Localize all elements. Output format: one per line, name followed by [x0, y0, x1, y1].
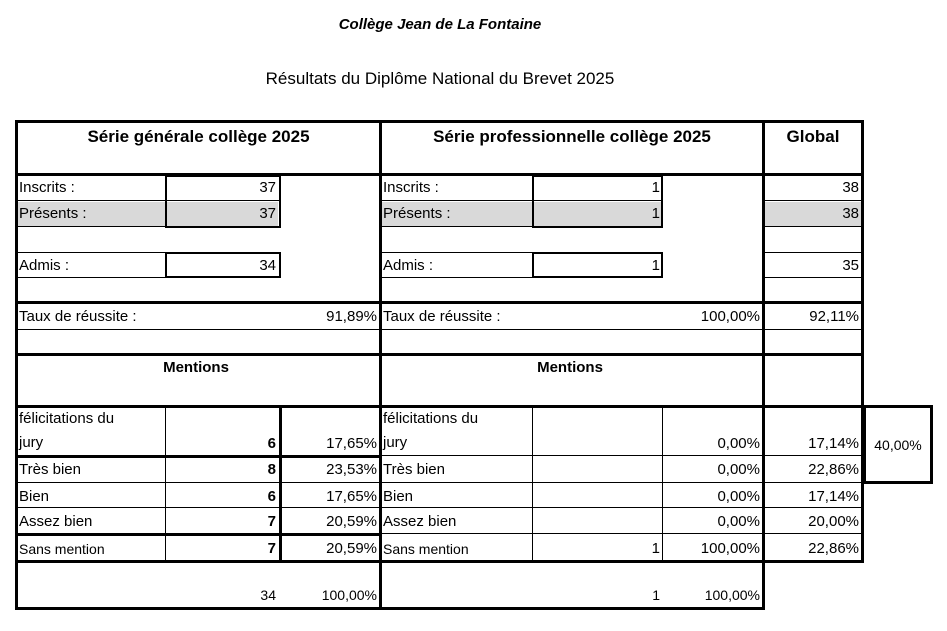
- header-generale: Série générale collège 2025: [87, 127, 310, 146]
- value-presents-global: 38: [842, 205, 859, 222]
- label-presents-pro: Présents :: [383, 205, 451, 222]
- count-fel-generale: 6: [267, 435, 276, 452]
- count-bien-generale: 6: [267, 488, 276, 505]
- pct-bien-global: 17,14%: [808, 488, 859, 505]
- pct-tresbien-generale: 23,53%: [326, 461, 377, 478]
- label-fel1-generale: félicitations du: [19, 410, 115, 427]
- label-taux-generale: Taux de réussite :: [19, 308, 137, 325]
- label-bien-pro: Bien: [383, 488, 414, 505]
- total-count-generale: 34: [260, 587, 276, 603]
- label-fel2-pro: jury: [383, 434, 408, 451]
- pct-sansmention-global: 22,86%: [808, 540, 859, 557]
- school-name: Collège Jean de La Fontaine: [338, 16, 542, 33]
- header-global: Global: [786, 127, 840, 146]
- pct-fel-pro: 0,00%: [717, 435, 760, 452]
- header-pro: Série professionnelle collège 2025: [433, 127, 711, 146]
- total-count-pro: 1: [652, 587, 660, 603]
- value-inscrits-global: 38: [842, 179, 859, 196]
- pct-tresbien-pro: 0,00%: [717, 461, 760, 478]
- pct-assezbien-pro: 0,00%: [717, 513, 760, 530]
- value-inscrits-pro: 1: [651, 179, 660, 196]
- count-sansmention-generale: 7: [267, 540, 276, 557]
- value-inscrits-generale: 37: [259, 179, 276, 196]
- document-title: Résultats du Diplôme National du Brevet 2025: [265, 69, 615, 88]
- total-pct-pro: 100,00%: [704, 587, 760, 603]
- count-tresbien-generale: 8: [267, 461, 276, 478]
- value-taux-global: 92,11%: [809, 308, 859, 325]
- value-taux-generale: 91,89%: [326, 308, 377, 325]
- label-inscrits-pro: Inscrits :: [383, 179, 439, 196]
- label-admis-pro: Admis :: [383, 257, 434, 274]
- label-tresbien-generale: Très bien: [19, 461, 81, 478]
- pct-bien-generale: 17,65%: [326, 488, 377, 505]
- label-bien-generale: Bien: [19, 488, 50, 505]
- value-admis-pro: 1: [651, 257, 660, 274]
- mentions-header-pro: Mentions: [537, 359, 603, 376]
- pct-assezbien-generale: 20,59%: [326, 513, 377, 530]
- label-taux-pro: Taux de réussite :: [383, 308, 501, 325]
- value-presents-generale: 37: [259, 205, 276, 222]
- label-admis-generale: Admis :: [19, 257, 70, 274]
- value-admis-global: 35: [842, 257, 859, 274]
- value-admis-generale: 34: [259, 257, 276, 274]
- total-pct-generale: 100,00%: [321, 587, 377, 603]
- label-sansmention-pro: Sans mention: [383, 541, 469, 557]
- count-assezbien-generale: 7: [267, 513, 276, 530]
- value-taux-pro: 100,00%: [700, 308, 760, 325]
- label-fel1-pro: félicitations du: [383, 410, 479, 427]
- mentions-header-generale: Mentions: [163, 359, 229, 376]
- count-sansmention-pro: 1: [651, 540, 660, 557]
- label-assezbien-pro: Assez bien: [383, 513, 457, 530]
- label-presents-generale: Présents :: [19, 205, 87, 222]
- label-assezbien-generale: Assez bien: [19, 513, 93, 530]
- label-sansmention-generale: Sans mention: [19, 541, 105, 557]
- value-extra: 40,00%: [874, 437, 922, 453]
- pct-sansmention-generale: 20,59%: [326, 540, 377, 557]
- pct-fel-generale: 17,65%: [326, 435, 377, 452]
- pct-sansmention-pro: 100,00%: [700, 540, 760, 557]
- pct-assezbien-global: 20,00%: [808, 513, 859, 530]
- label-tresbien-pro: Très bien: [383, 461, 445, 478]
- label-inscrits-generale: Inscrits :: [19, 179, 75, 196]
- pct-tresbien-global: 22,86%: [808, 461, 859, 478]
- value-presents-pro: 1: [651, 205, 660, 222]
- pct-fel-global: 17,14%: [808, 435, 859, 452]
- pct-bien-pro: 0,00%: [717, 488, 760, 505]
- label-fel2-generale: jury: [19, 434, 44, 451]
